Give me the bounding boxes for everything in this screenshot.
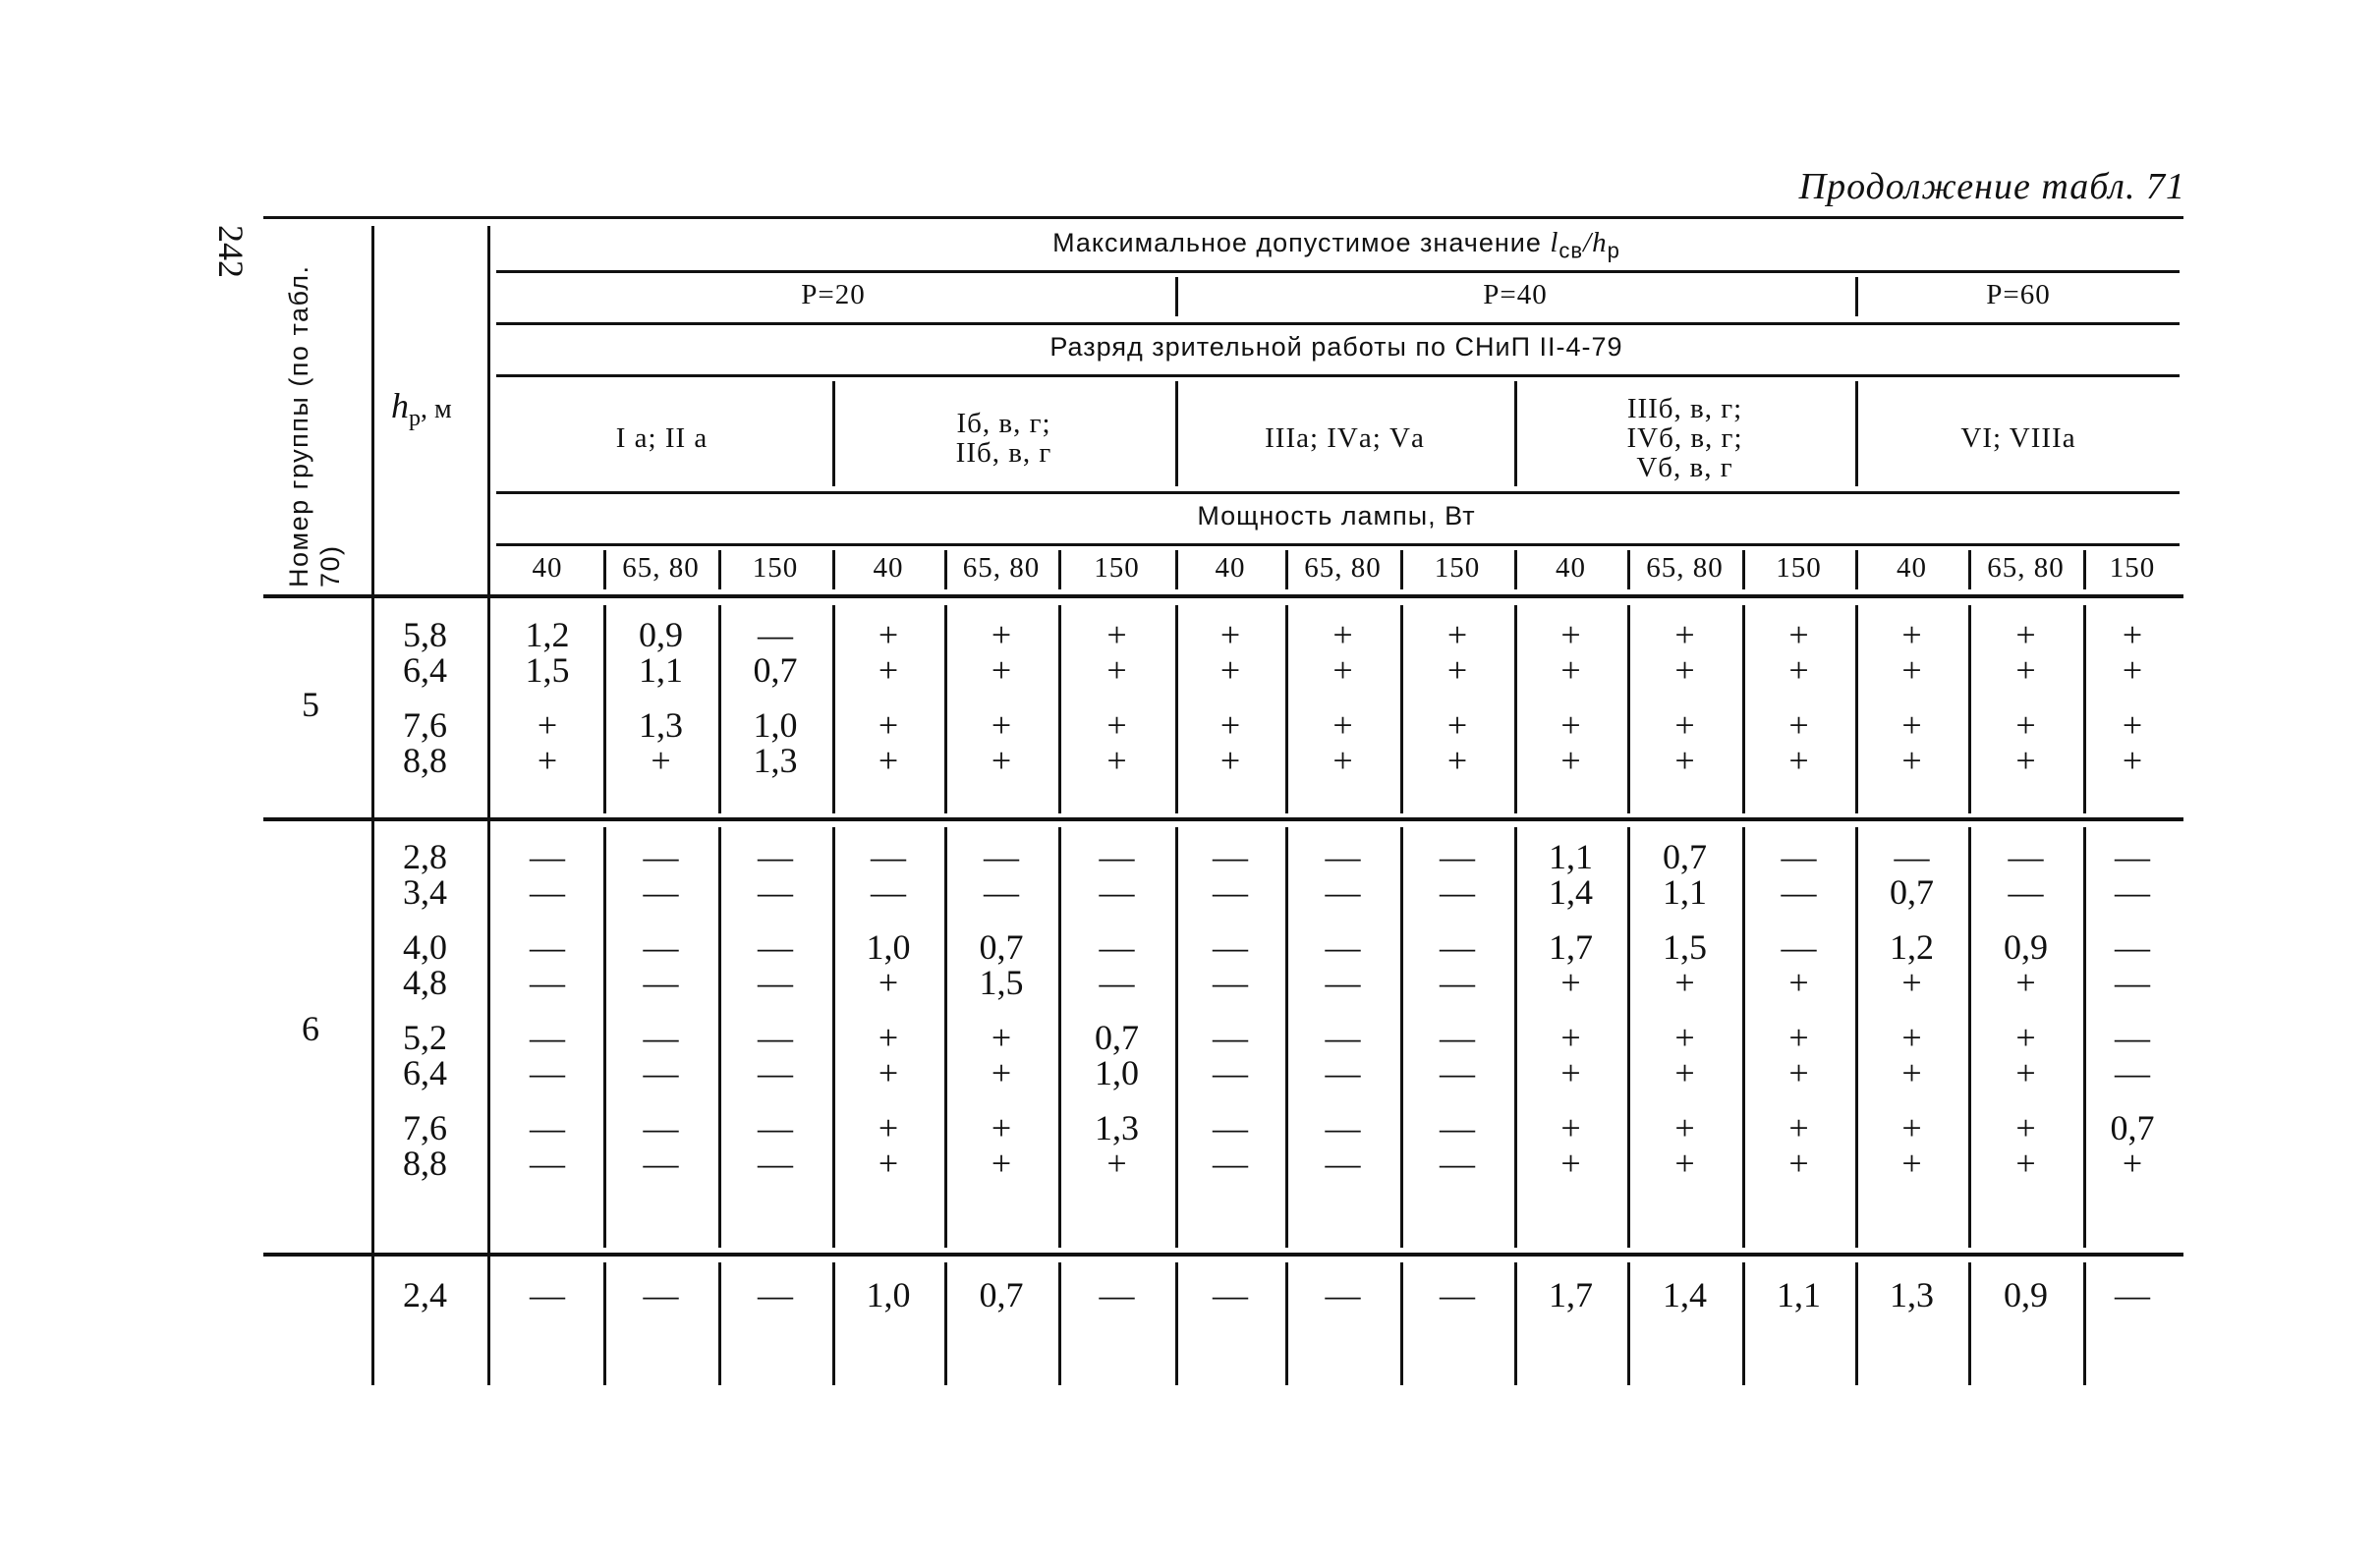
lamp-power-label: 40 xyxy=(1897,552,1927,584)
power-divider xyxy=(718,550,721,589)
category-label: VI; VIIIа xyxy=(1960,422,2076,454)
table-cell: — xyxy=(1213,963,1248,1002)
p-group-divider xyxy=(1175,277,1178,316)
table-cell: — xyxy=(643,1053,679,1092)
table-cell: — xyxy=(1440,1018,1475,1057)
table-cell: 1,5 xyxy=(979,963,1024,1002)
hp-value: 2,4 xyxy=(403,1275,447,1314)
table-cell: + xyxy=(1788,1144,1809,1183)
table-cell: + xyxy=(1106,741,1127,780)
hp-value: 4,0 xyxy=(403,927,447,967)
table-cell: — xyxy=(758,1108,793,1147)
table-cell: — xyxy=(1099,927,1135,967)
power-divider xyxy=(1514,550,1517,589)
table-cell: 0,7 xyxy=(753,650,798,690)
table-cell: — xyxy=(1213,1144,1248,1183)
table-cell: + xyxy=(1788,1053,1809,1092)
table-cell: + xyxy=(1901,963,1922,1002)
lamp-power-label: 65, 80 xyxy=(1987,552,2065,584)
table-cell: + xyxy=(2015,741,2036,780)
table-cell: + xyxy=(1674,741,1695,780)
category-label: I а; II а xyxy=(615,422,708,454)
table-cell: + xyxy=(878,1018,899,1057)
group-column-divider xyxy=(371,226,374,1385)
power-divider xyxy=(603,550,606,589)
hp-value: 8,8 xyxy=(403,1144,447,1183)
table-cell: + xyxy=(1901,1053,1922,1092)
hp-value: 7,6 xyxy=(403,1108,447,1147)
table-cell: + xyxy=(1674,1108,1695,1147)
table-cell: + xyxy=(1332,741,1353,780)
power-divider xyxy=(1855,550,1858,589)
table-cell: + xyxy=(1674,1144,1695,1183)
page-number: 242 xyxy=(211,225,251,278)
table-cell: 0,7 xyxy=(1890,872,1934,912)
table-cell: + xyxy=(1674,615,1695,654)
power-divider xyxy=(1175,550,1178,589)
lamp-power-label: 65, 80 xyxy=(622,552,700,584)
table-cell: — xyxy=(758,963,793,1002)
table-cell: + xyxy=(2122,1144,2143,1183)
table-cell: — xyxy=(643,872,679,912)
table-cell: + xyxy=(2015,1018,2036,1057)
table-cell: — xyxy=(758,872,793,912)
table-cell: + xyxy=(991,741,1012,780)
table-cell: — xyxy=(758,837,793,876)
max-value-h: /h xyxy=(1583,227,1608,258)
category-label: Vб, в, г xyxy=(1636,452,1733,483)
table-cell: + xyxy=(1560,1053,1581,1092)
group-separator xyxy=(263,817,2183,821)
table-cell: 1,0 xyxy=(866,1275,911,1314)
hp-value: 5,2 xyxy=(403,1018,447,1057)
table-cell: + xyxy=(878,1108,899,1147)
table-cell: — xyxy=(1325,1144,1361,1183)
header-rule xyxy=(496,374,2180,377)
table-cell: 1,3 xyxy=(1095,1108,1139,1147)
table-cell: + xyxy=(1901,1018,1922,1057)
hp-value: 6,4 xyxy=(403,1053,447,1092)
table-cell: 1,1 xyxy=(1663,872,1707,912)
table-cell: — xyxy=(758,1018,793,1057)
category-label: IIIа; IVа; Vа xyxy=(1265,422,1425,454)
table-cell: 1,3 xyxy=(639,705,683,745)
group-column-label: Номер группы (по табл. 70) xyxy=(284,264,345,587)
power-divider xyxy=(1400,550,1403,589)
table-cell: + xyxy=(1788,1108,1809,1147)
table-cell: — xyxy=(530,1144,565,1183)
table-cell: + xyxy=(1674,963,1695,1002)
table-cell: + xyxy=(991,1053,1012,1092)
table-cell: 0,7 xyxy=(979,927,1024,967)
table-cell: + xyxy=(1446,741,1468,780)
lamp-power-label: 150 xyxy=(1434,552,1481,584)
table-cell: 1,4 xyxy=(1549,872,1593,912)
lamp-power-label: 40 xyxy=(1556,552,1586,584)
lamp-power-label: 65, 80 xyxy=(1304,552,1382,584)
category-label: IIб, в, г xyxy=(955,437,1052,469)
table-continuation-caption: Продолжение табл. 71 xyxy=(1798,166,2185,207)
table-cell: + xyxy=(2015,705,2036,745)
table-cell: + xyxy=(991,705,1012,745)
table-cell: + xyxy=(1901,741,1922,780)
category-label: IVб, в, г; xyxy=(1626,422,1743,454)
table-cell: — xyxy=(530,1018,565,1057)
table-cell: 0,7 xyxy=(1663,837,1707,876)
table-cell: + xyxy=(878,963,899,1002)
table-cell: 1,7 xyxy=(1549,927,1593,967)
power-divider xyxy=(1058,550,1061,589)
table-cell: + xyxy=(2122,705,2143,745)
power-divider xyxy=(944,550,947,589)
hp-column-header xyxy=(391,385,452,432)
table-cell: 1,1 xyxy=(1777,1275,1821,1314)
table-cell: + xyxy=(2015,963,2036,1002)
table-cell: + xyxy=(1219,615,1241,654)
hp-symbol: h xyxy=(391,386,409,425)
table-cell: — xyxy=(530,963,565,1002)
table-cell: + xyxy=(2015,1108,2036,1147)
max-value-lsub: св xyxy=(1558,238,1584,263)
lamp-power-label: 150 xyxy=(752,552,799,584)
table-cell: + xyxy=(2122,650,2143,690)
table-cell: + xyxy=(878,650,899,690)
table-cell: — xyxy=(1894,837,1930,876)
table-cell: + xyxy=(651,741,671,780)
table-cell: — xyxy=(1325,1108,1361,1147)
table-cell: — xyxy=(530,927,565,967)
table-cell: — xyxy=(1440,927,1475,967)
table-cell: + xyxy=(1446,705,1468,745)
table-cell: — xyxy=(530,1108,565,1147)
table-cell: 1,0 xyxy=(866,927,911,967)
table-cell: — xyxy=(2008,872,2044,912)
table-cell: — xyxy=(643,837,679,876)
power-divider xyxy=(1742,550,1745,589)
table-cell: + xyxy=(1788,741,1809,780)
lamp-power-label: 150 xyxy=(1094,552,1140,584)
table-cell: + xyxy=(878,705,899,745)
table-cell: — xyxy=(2115,1275,2150,1314)
table-cell: + xyxy=(1560,963,1581,1002)
table-cell: 1,0 xyxy=(1095,1053,1139,1092)
table-cell: + xyxy=(1446,615,1468,654)
p-group-label: Р=20 xyxy=(801,279,866,310)
table-cell: + xyxy=(2015,615,2036,654)
table-cell: + xyxy=(537,705,558,745)
table-cell: — xyxy=(1325,872,1361,912)
table-cell: + xyxy=(1674,1018,1695,1057)
table-cell: — xyxy=(1213,927,1248,967)
table-cell: — xyxy=(530,1275,565,1314)
header-rule xyxy=(496,543,2180,546)
hp-unit: , м xyxy=(421,394,452,424)
table-cell: 0,9 xyxy=(2004,1275,2048,1314)
table-cell: + xyxy=(1560,741,1581,780)
table-cell: + xyxy=(1901,705,1922,745)
table-cell: — xyxy=(984,837,1019,876)
table-cell: — xyxy=(530,872,565,912)
table-cell: + xyxy=(878,1053,899,1092)
p-group-divider xyxy=(1855,277,1858,316)
table-cell: + xyxy=(1788,963,1809,1002)
table-cell: 1,7 xyxy=(1549,1275,1593,1314)
max-value-header xyxy=(491,228,2182,265)
table-cell: — xyxy=(1440,837,1475,876)
table-cell: + xyxy=(1560,615,1581,654)
category-divider xyxy=(1175,381,1178,486)
table-cell: 1,5 xyxy=(1663,927,1707,967)
table-cell: — xyxy=(758,1275,793,1314)
table-cell: — xyxy=(2115,1053,2150,1092)
table-cell: + xyxy=(1219,741,1241,780)
table-cell: — xyxy=(1213,1108,1248,1147)
power-divider xyxy=(1968,550,1971,589)
table-cell: — xyxy=(1099,837,1135,876)
table-cell: 1,3 xyxy=(1890,1275,1934,1314)
table-cell: + xyxy=(878,615,899,654)
table-cell: — xyxy=(1440,1053,1475,1092)
group-number: 6 xyxy=(302,1009,319,1048)
table-cell: + xyxy=(991,615,1012,654)
header-rule xyxy=(496,270,2180,273)
table-cell: — xyxy=(1213,1018,1248,1057)
hp-value: 5,8 xyxy=(403,615,447,654)
table-cell: + xyxy=(2122,615,2143,654)
table-cell: + xyxy=(878,1144,899,1183)
table-cell: + xyxy=(1106,615,1127,654)
table-cell: — xyxy=(530,837,565,876)
table-cell: 1,2 xyxy=(1890,927,1934,967)
lamp-power-label: 40 xyxy=(1215,552,1246,584)
power-divider xyxy=(832,550,835,589)
table-cell: — xyxy=(1213,872,1248,912)
table-cell: 1,1 xyxy=(1549,837,1593,876)
hp-value: 6,4 xyxy=(403,650,447,690)
table-cell: + xyxy=(1674,1053,1695,1092)
lamp-power-label: 65, 80 xyxy=(1646,552,1724,584)
table-cell: + xyxy=(2122,741,2143,780)
table-cell: — xyxy=(1325,1053,1361,1092)
table-cell: + xyxy=(1446,650,1468,690)
lamp-power-label: 150 xyxy=(2109,552,2156,584)
group-number: 5 xyxy=(302,685,319,724)
table-cell: + xyxy=(2015,1053,2036,1092)
table-cell: — xyxy=(1440,963,1475,1002)
table-cell: — xyxy=(643,1144,679,1183)
table-cell: — xyxy=(643,1018,679,1057)
table-cell: — xyxy=(984,872,1019,912)
table-cell: + xyxy=(1332,615,1353,654)
power-title: Мощность лампы, Вт xyxy=(1197,501,1476,531)
table-cell: + xyxy=(1106,1144,1127,1183)
table-cell: + xyxy=(537,741,558,780)
lamp-power-label: 65, 80 xyxy=(962,552,1041,584)
table-cell: — xyxy=(2115,927,2150,967)
table-cell: — xyxy=(2115,1018,2150,1057)
max-value-l: l xyxy=(1550,227,1559,258)
table-cell: — xyxy=(758,615,793,654)
lamp-power-label: 40 xyxy=(873,552,904,584)
table-cell: 1,2 xyxy=(525,615,570,654)
table-cell: + xyxy=(991,650,1012,690)
table-cell: + xyxy=(878,741,899,780)
table-cell: — xyxy=(530,1053,565,1092)
category-title: Разряд зрительной работы по СНиП II-4-79 xyxy=(1049,332,1623,362)
table-cell: 0,9 xyxy=(2004,927,2048,967)
table-cell: 0,9 xyxy=(639,615,683,654)
table-cell: — xyxy=(2115,963,2150,1002)
lamp-power-label: 40 xyxy=(532,552,563,584)
table-cell: 1,0 xyxy=(753,705,798,745)
table-cell: + xyxy=(1901,615,1922,654)
top-rule xyxy=(263,216,2183,219)
table-cell: 1,5 xyxy=(525,650,570,690)
max-value-hsub: р xyxy=(1607,238,1620,263)
hp-value: 4,8 xyxy=(403,963,447,1002)
table-cell: + xyxy=(1674,650,1695,690)
table-cell: — xyxy=(1099,872,1135,912)
table-cell: + xyxy=(2015,650,2036,690)
table-cell: + xyxy=(1788,650,1809,690)
table-cell: + xyxy=(1560,705,1581,745)
table-cell: — xyxy=(643,963,679,1002)
category-divider xyxy=(1514,381,1517,486)
table-cell: + xyxy=(1219,650,1241,690)
table-cell: — xyxy=(758,927,793,967)
table-cell: — xyxy=(643,927,679,967)
table-cell: — xyxy=(1440,872,1475,912)
table-cell: — xyxy=(1781,927,1817,967)
header-rule xyxy=(496,322,2180,325)
hp-value: 8,8 xyxy=(403,741,447,780)
header-bottom-rule xyxy=(263,594,2183,598)
table-cell: + xyxy=(1560,1018,1581,1057)
group-separator xyxy=(263,1253,2183,1257)
power-divider xyxy=(1627,550,1630,589)
table-cell: — xyxy=(758,1144,793,1183)
p-group-label: Р=60 xyxy=(1986,279,2051,310)
table-cell: + xyxy=(1560,1144,1581,1183)
table-cell: + xyxy=(991,1144,1012,1183)
power-divider xyxy=(2083,550,2086,589)
table-cell: + xyxy=(1901,650,1922,690)
table-cell: 0,7 xyxy=(1095,1018,1139,1057)
table-cell: 0,7 xyxy=(979,1275,1024,1314)
hp-value: 2,8 xyxy=(403,837,447,876)
hp-column-divider xyxy=(487,226,490,1385)
table-cell: 1,3 xyxy=(753,741,798,780)
table-cell: — xyxy=(2115,837,2150,876)
category-label: Iб, в, г; xyxy=(956,408,1051,439)
table-cell: — xyxy=(1325,963,1361,1002)
table-cell: + xyxy=(1560,1108,1581,1147)
table-cell: + xyxy=(991,1018,1012,1057)
table-cell: — xyxy=(643,1108,679,1147)
table-cell: — xyxy=(1325,1018,1361,1057)
table-cell: + xyxy=(1901,1108,1922,1147)
table-cell: — xyxy=(1325,1275,1361,1314)
table-cell: — xyxy=(643,1275,679,1314)
hp-subscript: р xyxy=(409,406,421,432)
table-cell: + xyxy=(1788,1018,1809,1057)
table-cell: + xyxy=(1560,650,1581,690)
table-cell: — xyxy=(1440,1275,1475,1314)
table-cell: — xyxy=(2008,837,2044,876)
table-cell: + xyxy=(1332,705,1353,745)
table-cell: — xyxy=(1099,1275,1135,1314)
category-divider xyxy=(1855,381,1858,486)
table-cell: — xyxy=(758,1053,793,1092)
category-divider xyxy=(832,381,835,486)
table-cell: — xyxy=(1325,837,1361,876)
table-cell: + xyxy=(1332,650,1353,690)
table-cell: — xyxy=(1325,927,1361,967)
power-divider xyxy=(1285,550,1288,589)
table-cell: — xyxy=(2115,872,2150,912)
table-cell: — xyxy=(1440,1144,1475,1183)
table-cell: + xyxy=(2015,1144,2036,1183)
table-cell: — xyxy=(1213,1275,1248,1314)
table-cell: — xyxy=(1213,837,1248,876)
table-cell: + xyxy=(991,1108,1012,1147)
table-cell: + xyxy=(1788,615,1809,654)
table-cell: + xyxy=(1674,705,1695,745)
table-cell: + xyxy=(1106,705,1127,745)
table-cell: — xyxy=(871,837,906,876)
hp-value: 3,4 xyxy=(403,872,447,912)
table-cell: 0,7 xyxy=(2110,1108,2155,1147)
hp-value: 7,6 xyxy=(403,705,447,745)
table-cell: — xyxy=(871,872,906,912)
table-cell: + xyxy=(1788,705,1809,745)
table-cell: 1,4 xyxy=(1663,1275,1707,1314)
table-cell: + xyxy=(1901,1144,1922,1183)
table-cell: — xyxy=(1213,1053,1248,1092)
table-cell: — xyxy=(1781,837,1817,876)
header-rule xyxy=(496,491,2180,494)
table-cell: — xyxy=(1440,1108,1475,1147)
table-cell: — xyxy=(1781,872,1817,912)
category-label: IIIб, в, г; xyxy=(1626,393,1743,424)
max-value-prefix: Максимальное допустимое значение xyxy=(1052,228,1551,257)
table-cell: 1,1 xyxy=(639,650,683,690)
table-cell: — xyxy=(1099,963,1135,1002)
table-cell: + xyxy=(1106,650,1127,690)
p-group-label: Р=40 xyxy=(1483,279,1548,310)
lamp-power-label: 150 xyxy=(1776,552,1822,584)
table-cell: + xyxy=(1219,705,1241,745)
